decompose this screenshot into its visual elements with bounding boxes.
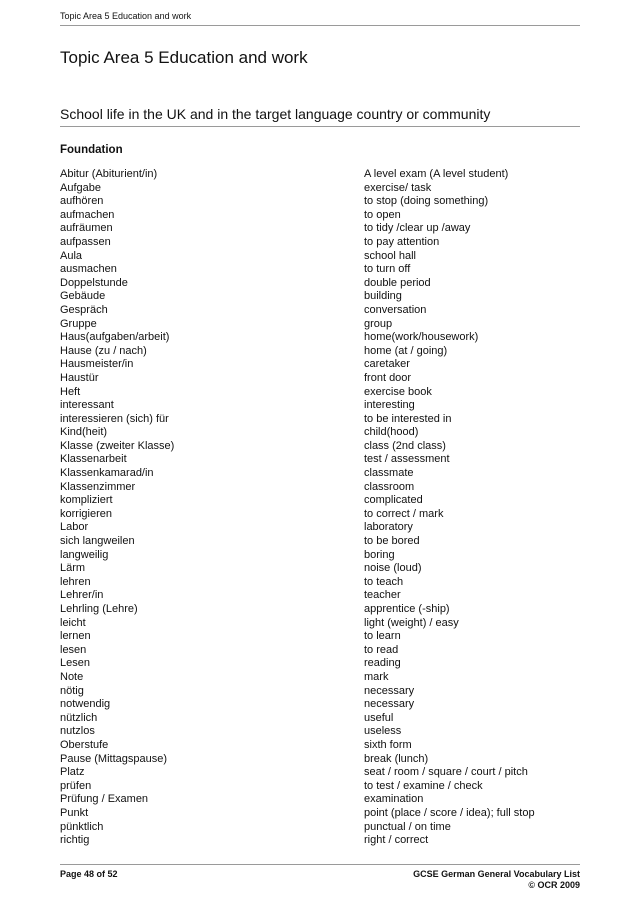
german-term: prüfen xyxy=(60,779,92,792)
document-name: GCSE German General Vocabulary List xyxy=(413,869,580,879)
english-translation: seat / room / square / court / pitch xyxy=(364,766,528,779)
german-term: langweilig xyxy=(60,548,109,561)
vocab-row xyxy=(60,386,580,400)
german-term: kompliziert xyxy=(60,494,113,507)
english-translation: to pay attention xyxy=(364,235,440,248)
english-translation: boring xyxy=(364,548,395,561)
vocab-row xyxy=(60,698,580,712)
german-term: Lehrer/in xyxy=(60,589,104,602)
section-divider xyxy=(60,126,580,127)
vocab-row xyxy=(60,426,580,440)
english-translation: child(hood) xyxy=(364,426,419,439)
german-term: Lesen xyxy=(60,657,90,670)
english-translation: to turn off xyxy=(364,263,411,276)
vocab-row xyxy=(60,182,580,196)
vocab-row xyxy=(60,277,580,291)
vocab-row xyxy=(60,603,580,617)
english-translation: to read xyxy=(364,643,399,656)
english-translation: right / correct xyxy=(364,834,429,847)
vocab-row xyxy=(60,780,580,794)
english-translation: home(work/housework) xyxy=(364,331,479,344)
vocab-row xyxy=(60,821,580,835)
english-translation: examination xyxy=(364,793,424,806)
german-term: Klassenzimmer xyxy=(60,480,136,493)
english-translation: group xyxy=(364,317,393,330)
vocab-row xyxy=(60,712,580,726)
german-term: Oberstufe xyxy=(60,738,109,751)
english-translation: home (at / going) xyxy=(364,344,448,357)
level-heading: Foundation xyxy=(60,144,123,156)
german-term: interessieren (sich) für xyxy=(60,412,169,425)
english-translation: teacher xyxy=(364,589,401,602)
german-term: Aula xyxy=(60,249,83,262)
page-title: Topic Area 5 Education and work xyxy=(60,48,308,67)
english-translation: sixth form xyxy=(364,738,412,751)
english-translation: punctual / on time xyxy=(364,820,451,833)
english-translation: classmate xyxy=(364,467,414,480)
english-translation: necessary xyxy=(364,698,415,711)
english-translation: building xyxy=(364,290,402,303)
vocab-row xyxy=(60,372,580,386)
vocab-row xyxy=(60,521,580,535)
german-term: Prüfung / Examen xyxy=(60,793,149,806)
vocab-row xyxy=(60,453,580,467)
footer-divider xyxy=(60,864,580,865)
english-translation: reading xyxy=(364,657,401,670)
vocab-row xyxy=(60,358,580,372)
german-term: nötig xyxy=(60,684,84,697)
vocab-row xyxy=(60,250,580,264)
vocab-row xyxy=(60,725,580,739)
english-translation: conversation xyxy=(364,303,427,316)
german-term: leicht xyxy=(60,616,86,629)
english-translation: to stop (doing something) xyxy=(364,195,489,208)
vocab-row xyxy=(60,576,580,590)
page-number: Page 48 of 52 xyxy=(60,869,118,879)
german-term: Doppelstunde xyxy=(60,276,128,289)
german-term: Klassenarbeit xyxy=(60,453,127,466)
vocab-row xyxy=(60,549,580,563)
english-translation: class (2nd class) xyxy=(364,439,446,452)
vocab-row xyxy=(60,331,580,345)
english-translation: to correct / mark xyxy=(364,507,444,520)
german-term: Labor xyxy=(60,521,89,534)
english-translation: noise (loud) xyxy=(364,562,422,575)
vocab-row xyxy=(60,222,580,236)
german-term: Aufgabe xyxy=(60,181,101,194)
german-term: aufräumen xyxy=(60,222,113,235)
vocab-row xyxy=(60,467,580,481)
german-term: korrigieren xyxy=(60,507,112,520)
vocab-row xyxy=(60,399,580,413)
english-translation: mark xyxy=(364,670,389,683)
english-translation: light (weight) / easy xyxy=(364,616,459,629)
english-translation: to be bored xyxy=(364,535,420,548)
german-term: aufhören xyxy=(60,195,104,208)
english-translation: to learn xyxy=(364,630,401,643)
german-term: Klassenkamarad/in xyxy=(60,467,154,480)
german-term: lesen xyxy=(60,643,87,656)
german-term: nützlich xyxy=(60,711,98,724)
vocab-row xyxy=(60,589,580,603)
english-translation: to test / examine / check xyxy=(364,779,483,792)
vocab-row xyxy=(60,630,580,644)
section-title: School life in the UK and in the target language country or community xyxy=(60,106,491,122)
vocab-row xyxy=(60,685,580,699)
vocab-row xyxy=(60,562,580,576)
german-term: Pause (Mittagspause) xyxy=(60,752,167,765)
english-translation: classroom xyxy=(364,480,415,493)
german-term: Klasse (zweiter Klasse) xyxy=(60,439,175,452)
vocab-row xyxy=(60,304,580,318)
vocab-row xyxy=(60,481,580,495)
english-translation: to open xyxy=(364,208,401,221)
english-translation: complicated xyxy=(364,494,423,507)
english-translation: laboratory xyxy=(364,521,413,534)
german-term: Kind(heit) xyxy=(60,426,108,439)
vocab-row xyxy=(60,209,580,223)
english-translation: exercise/ task xyxy=(364,181,432,194)
german-term: Platz xyxy=(60,766,85,779)
german-term: interessant xyxy=(60,399,114,412)
vocab-row xyxy=(60,195,580,209)
vocab-row xyxy=(60,671,580,685)
vocab-row xyxy=(60,766,580,780)
german-term: aufmachen xyxy=(60,208,115,221)
english-translation: useless xyxy=(364,725,402,738)
german-term: ausmachen xyxy=(60,263,117,276)
german-term: Hausmeister/in xyxy=(60,358,134,371)
english-translation: to be interested in xyxy=(364,412,452,425)
german-term: pünktlich xyxy=(60,820,104,833)
german-term: Haus(aufgaben/arbeit) xyxy=(60,331,170,344)
vocab-row xyxy=(60,508,580,522)
german-term: sich langweilen xyxy=(60,535,135,548)
english-translation: test / assessment xyxy=(364,453,450,466)
vocab-row xyxy=(60,494,580,508)
vocab-row xyxy=(60,290,580,304)
german-term: lehren xyxy=(60,575,91,588)
vocab-row xyxy=(60,657,580,671)
vocab-row xyxy=(60,807,580,821)
german-term: Heft xyxy=(60,385,81,398)
english-translation: school hall xyxy=(364,249,416,262)
english-translation: to tidy /clear up /away xyxy=(364,222,471,235)
english-translation: point (place / score / idea); full stop xyxy=(364,806,535,819)
german-term: Abitur (Abiturient/in) xyxy=(60,168,158,180)
vocab-row xyxy=(60,236,580,250)
copyright-notice: © OCR 2009 xyxy=(528,880,580,890)
german-term: aufpassen xyxy=(60,235,111,248)
german-term: richtig xyxy=(60,834,90,847)
vocab-row xyxy=(60,263,580,277)
german-term: Lärm xyxy=(60,562,86,575)
german-term: Hause (zu / nach) xyxy=(60,344,147,357)
vocab-row xyxy=(60,318,580,332)
vocab-row xyxy=(60,440,580,454)
vocab-row xyxy=(60,753,580,767)
german-term: Haustür xyxy=(60,371,99,384)
english-translation: caretaker xyxy=(364,358,410,371)
vocab-row xyxy=(60,644,580,658)
english-translation: to teach xyxy=(364,575,404,588)
german-term: Punkt xyxy=(60,806,89,819)
german-term: notwendig xyxy=(60,698,111,711)
vocab-row xyxy=(60,617,580,631)
german-term: Lehrling (Lehre) xyxy=(60,603,138,615)
english-translation: break (lunch) xyxy=(364,752,429,765)
english-translation: necessary xyxy=(364,684,415,697)
vocabulary-list xyxy=(60,168,580,848)
running-header: Topic Area 5 Education and work xyxy=(60,11,192,21)
vocab-row xyxy=(60,793,580,807)
english-translation: double period xyxy=(364,276,431,289)
german-term: Note xyxy=(60,670,84,683)
german-term: Gebäude xyxy=(60,290,106,303)
english-translation: front door xyxy=(364,371,412,384)
english-translation: useful xyxy=(364,711,394,724)
vocab-row xyxy=(60,345,580,359)
german-term: Gespräch xyxy=(60,303,108,316)
vocab-row xyxy=(60,535,580,549)
german-term: Gruppe xyxy=(60,317,97,330)
german-term: lernen xyxy=(60,630,91,643)
english-translation: apprentice (-ship) xyxy=(364,603,450,615)
header-divider xyxy=(60,25,580,26)
english-translation: interesting xyxy=(364,399,415,412)
german-term: nutzlos xyxy=(60,725,95,738)
english-translation: exercise book xyxy=(364,385,432,398)
vocab-row xyxy=(60,834,580,848)
english-translation: A level exam (A level student) xyxy=(364,168,509,180)
vocab-row xyxy=(60,413,580,427)
vocab-row xyxy=(60,168,580,182)
vocab-row xyxy=(60,739,580,753)
footer-credit xyxy=(413,869,580,891)
